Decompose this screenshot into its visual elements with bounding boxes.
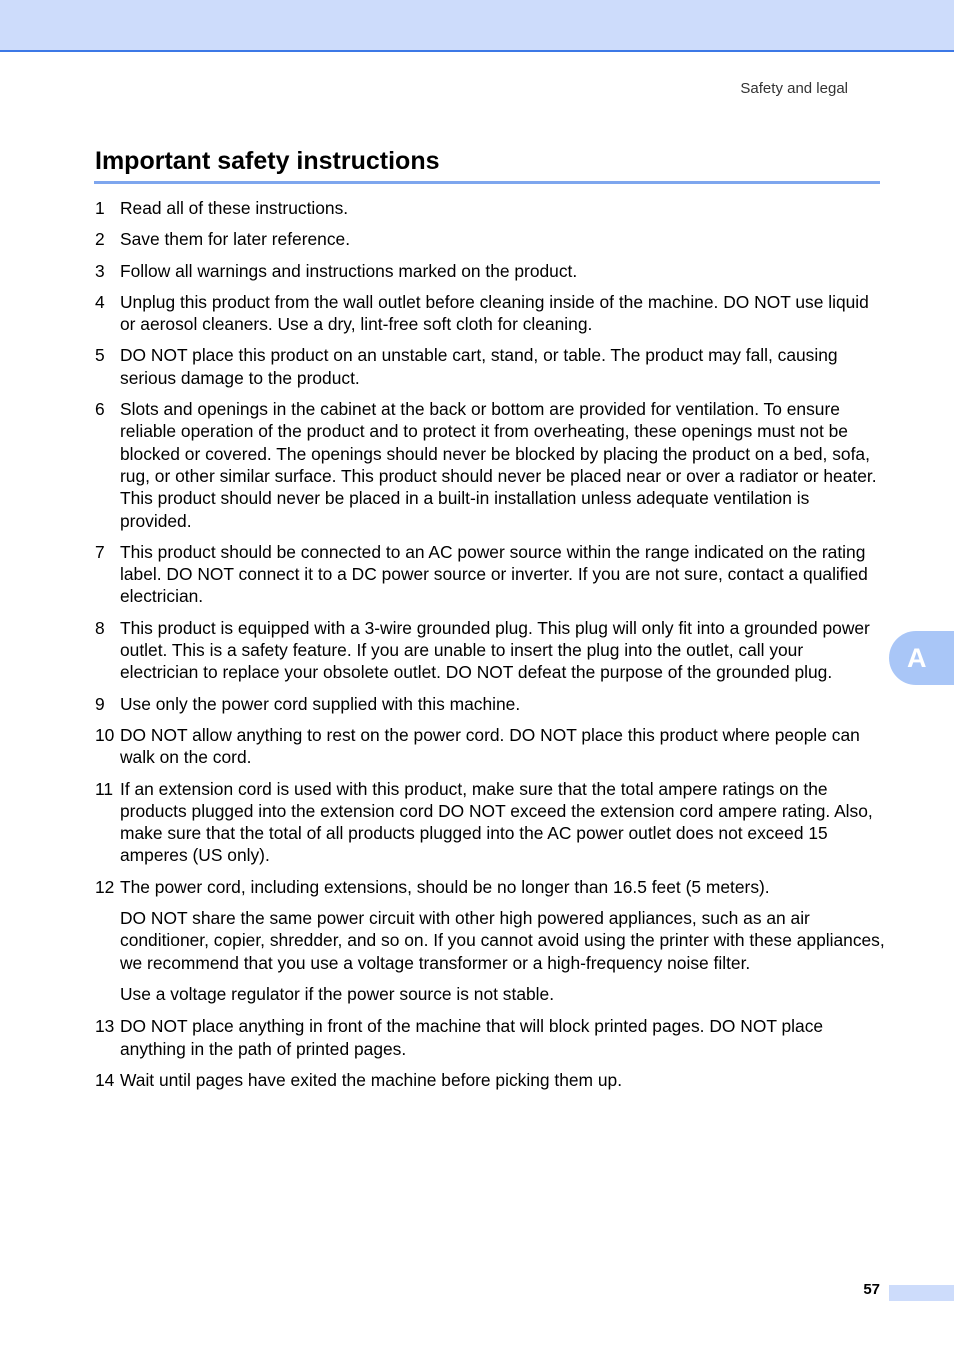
list-item — [95, 344, 885, 389]
list-item — [95, 228, 885, 250]
item-number: 12 — [95, 876, 115, 897]
list-item — [95, 541, 885, 608]
item-number: 3 — [95, 260, 105, 281]
item-12-note: Use a voltage regulator if the power source is not stable. — [120, 984, 555, 1005]
item-number: 11 — [95, 778, 114, 799]
top-header-band — [0, 0, 954, 52]
item-number: 8 — [95, 617, 105, 638]
title-underline — [94, 181, 880, 184]
item-number: 10 — [95, 724, 115, 745]
item-number: 13 — [95, 1016, 115, 1037]
item-text: Follow all warnings and instructions marked on the product. — [120, 260, 578, 281]
item-text: Unplug this product from the wall outlet before cleaning inside of the machine. DO NOT use liquid or aerosol cleaners. Use a dry, lint-free soft cloth for cleaning. — [120, 291, 869, 335]
list-item — [95, 1069, 885, 1091]
item-text: Slots and openings in the cabinet at the back or bottom are provided for ventilation. To ensure reliable operation of the product and to protect it from overheating, these openings must not be blocked or covered. The openings should never be blocked by placing the product on a bed, sofa, rug, or other similar surface. This product should never be placed near or over a radiator or heater. This product should never be placed in a built-in installation unless adequate ventilation is provided. — [120, 399, 877, 531]
item-text: DO NOT allow anything to rest on the power cord. DO NOT place this product where people can walk on the cord. — [120, 724, 860, 768]
item-text: Read all of these instructions. — [120, 198, 349, 218]
list-item — [95, 197, 885, 219]
instruction-list — [95, 197, 885, 1100]
page-number: 57 — [863, 1281, 880, 1298]
page-title: Important safety instructions — [95, 147, 440, 175]
item-number: 5 — [95, 345, 105, 366]
item-text: DO NOT place anything in front of the machine that will block printed pages. DO NOT place anything in the path of printed pages. — [120, 1016, 824, 1059]
running-header: Safety and legal — [740, 80, 848, 97]
list-item — [95, 778, 885, 867]
item-text: DO NOT place this product on an unstable cart, stand, or table. The product may fall, causing serious damage to the product. — [120, 345, 838, 388]
appendix-tab — [889, 631, 954, 685]
item-number: 9 — [95, 693, 105, 714]
list-item — [95, 291, 885, 336]
list-item — [95, 260, 885, 282]
item-text: If an extension cord is used with this product, make sure that the total ampere ratings on the products plugged into the extension cord DO NOT exceed the extension cord ampere rating. Also, make sure that the total of all products plugged into the AC power outlet does not exceed 15 amperes (US only). — [120, 778, 873, 866]
list-item — [95, 876, 885, 898]
list-item — [95, 398, 885, 532]
item-number: 7 — [95, 541, 105, 562]
item-number: 1 — [95, 198, 105, 218]
item-text: The power cord, including extensions, should be no longer than 16.5 feet (5 meters). — [120, 876, 770, 897]
list-item — [95, 617, 885, 684]
appendix-tab-label: A — [907, 643, 927, 673]
item-number: 4 — [95, 291, 105, 312]
item-text: Save them for later reference. — [120, 229, 351, 250]
footer-tab — [889, 1285, 954, 1301]
item-text: Use only the power cord supplied with this machine. — [120, 693, 521, 714]
item-12-note: DO NOT share the same power circuit with other high powered appliances, such as an air conditioner, copier, shredder, and so on. If you cannot avoid using the printer with these appliances, we recommend that you use a voltage transformer or a high-frequency noise filter. — [120, 908, 885, 973]
item-text: Wait until pages have exited the machine before picking them up. — [120, 1069, 623, 1090]
list-item — [95, 693, 885, 715]
list-item — [95, 1015, 885, 1060]
list-item — [95, 724, 885, 769]
item-text: This product is equipped with a 3-wire grounded plug. This plug will only fit into a grounded power outlet. This is a safety feature. If you are unable to insert the plug into the outlet, call your electrician to replace your obsolete outlet. DO NOT defeat the purpose of the grounded plug. — [120, 617, 870, 683]
item-number: 6 — [95, 399, 105, 420]
item-text: This product should be connected to an AC power source within the range indicated on the rating label. DO NOT connect it to a DC power source or inverter. If you are not sure, contact a qualified electrician. — [120, 541, 868, 607]
item-number: 2 — [95, 229, 105, 250]
item-number: 14 — [95, 1069, 115, 1090]
